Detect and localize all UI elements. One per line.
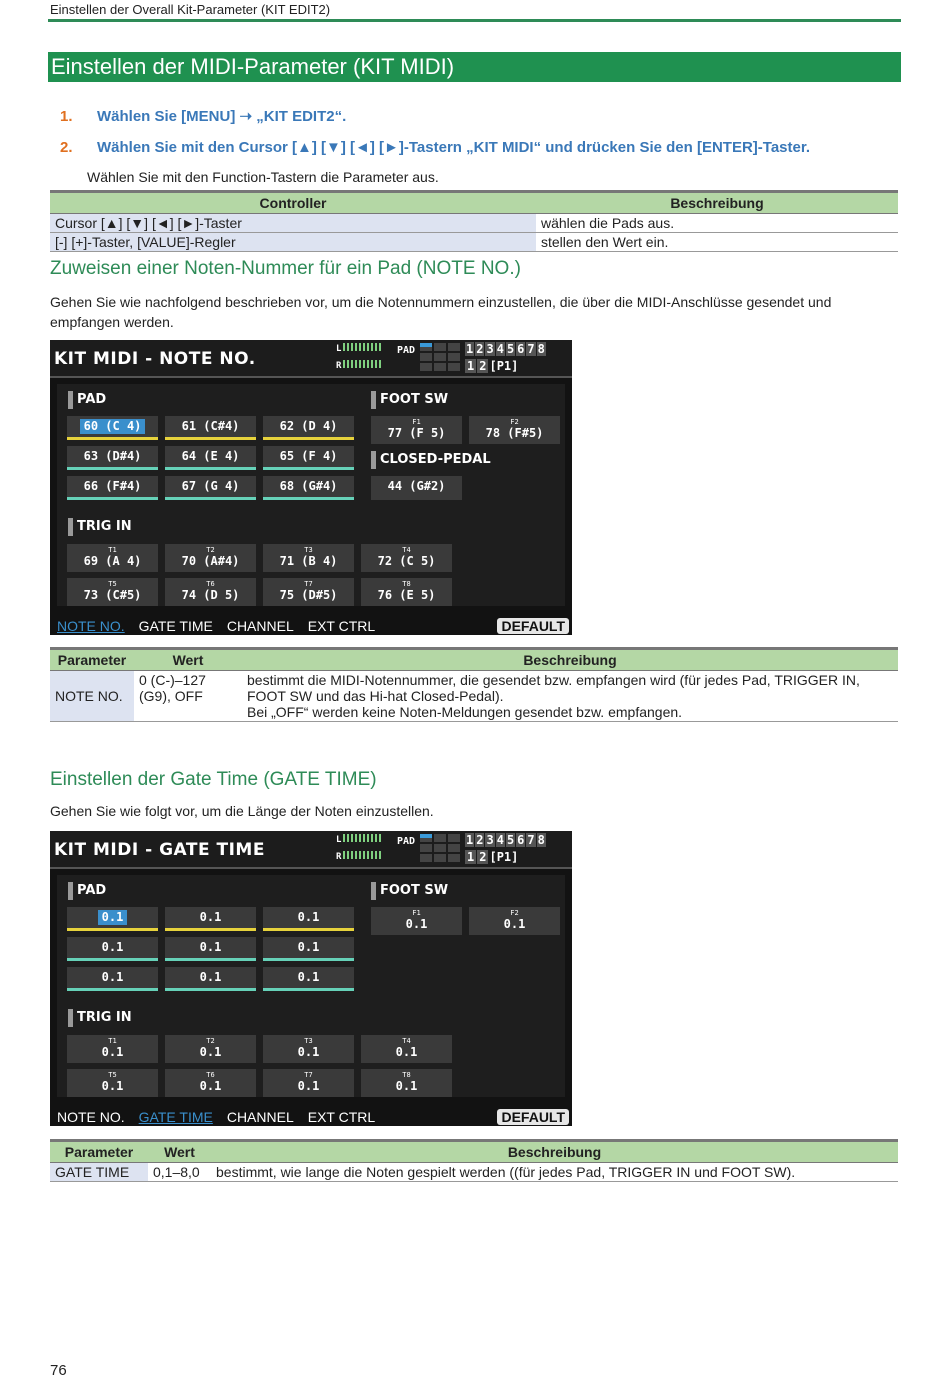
pad-value: 0.1 — [98, 910, 128, 925]
header-rule — [48, 19, 901, 22]
note-section-title: Zuweisen einer Noten-Nummer für ein Pad (NOTE NO.) — [50, 258, 521, 279]
cell-tag: T6 — [206, 580, 215, 588]
desc-line: Bei „OFF“ werden keine Noten-Meldungen gesendet bzw. empfangen. — [247, 704, 683, 720]
cell-tag: T6 — [206, 1071, 215, 1079]
pad-cell[interactable] — [165, 416, 256, 440]
cell-tag: T3 — [304, 1037, 313, 1045]
note-no-screen — [50, 340, 572, 635]
cell-value: 77 (F 5) — [387, 426, 446, 440]
cell-value: 0.1 — [395, 1079, 418, 1093]
function-tabs — [57, 618, 389, 634]
pad-value: 0.1 — [297, 910, 320, 924]
cell-tag: T7 — [304, 1071, 313, 1079]
cell-tag: T3 — [304, 546, 313, 554]
tab-ext-ctrl[interactable]: EXT CTRL — [307, 618, 376, 634]
table-cell: NOTE NO. — [50, 671, 134, 722]
table-row — [50, 233, 898, 252]
kit-num: 8 — [537, 342, 545, 356]
level-meter-r — [336, 360, 383, 371]
table-header: Beschreibung — [242, 649, 898, 671]
kit-num: 2 — [476, 342, 484, 356]
pad-cell[interactable] — [67, 907, 158, 931]
pad-indicator-label: PAD — [397, 345, 416, 356]
kit-number-row — [465, 342, 547, 356]
cell-tag: F1 — [412, 418, 421, 426]
cell-value: 0.1 — [101, 1045, 124, 1059]
pad-value: 65 (F 4) — [279, 449, 338, 463]
step-number: 1. — [60, 108, 73, 125]
kit-num: 6 — [517, 342, 525, 356]
pad-cell[interactable] — [67, 416, 158, 440]
value-line: 0 (C-)–127 — [139, 672, 206, 688]
cell-tag: T2 — [206, 546, 215, 554]
kit-num: 5 — [506, 342, 515, 356]
table-cell: stellen den Wert ein. — [536, 233, 898, 252]
meter-label: R — [336, 852, 342, 862]
closed-pedal-label: CLOSED-PEDAL — [380, 452, 491, 467]
foot-sw-label: FOOT SW — [380, 392, 449, 407]
meter-label: R — [336, 361, 342, 371]
pad-grid-icon — [420, 343, 460, 371]
kit-num: 3 — [486, 833, 494, 847]
pad-value: 0.1 — [199, 970, 222, 984]
cell-value: 71 (B 4) — [279, 554, 338, 568]
cell-tag: T4 — [402, 1037, 411, 1045]
pad-cell[interactable] — [67, 967, 158, 991]
table-header: Beschreibung — [211, 1141, 898, 1163]
gate-section-title: Einstellen der Gate Time (GATE TIME) — [50, 769, 377, 790]
tab-gate-time[interactable]: GATE TIME — [138, 618, 213, 634]
trig-in-label: TRIG IN — [77, 519, 132, 534]
pad-value: 0.1 — [199, 910, 222, 924]
trig-cell[interactable] — [67, 1035, 158, 1063]
pad-cell[interactable] — [263, 446, 354, 470]
cell-value: 0.1 — [297, 1045, 320, 1059]
note-param-table — [50, 647, 898, 722]
cell-value: 0.1 — [503, 917, 526, 931]
cell-tag: T8 — [402, 1071, 411, 1079]
table-cell: Cursor [▲] [▼] [◄] [►]-Taster — [50, 214, 536, 233]
value-line: (G9), OFF — [139, 688, 203, 704]
gate-param-table — [50, 1139, 898, 1182]
pad-cell[interactable] — [67, 446, 158, 470]
pad-value: 61 (C#4) — [181, 419, 240, 433]
pad-cell[interactable] — [165, 937, 256, 961]
step-number: 2. — [60, 139, 73, 156]
pad-value: 0.1 — [101, 970, 124, 984]
cell-tag: F2 — [510, 418, 519, 426]
function-note: Wählen Sie mit den Function-Tastern die Parameter aus. — [87, 169, 439, 185]
cell-value: 0.1 — [199, 1079, 222, 1093]
cell-tag: T1 — [108, 546, 117, 554]
kit-num: 1 — [466, 342, 474, 356]
cell-value: 74 (D 5) — [181, 588, 240, 602]
table-cell: GATE TIME — [50, 1163, 148, 1182]
cell-tag: T1 — [108, 1037, 117, 1045]
screen-title: KIT MIDI - NOTE NO. — [54, 349, 256, 369]
trig-cell[interactable] — [361, 1069, 452, 1097]
page-indicator — [465, 359, 518, 373]
pad-cell[interactable] — [263, 937, 354, 961]
trig-cell[interactable] — [361, 544, 452, 572]
kit-num: 7 — [527, 833, 535, 847]
table-header: Wert — [148, 1141, 211, 1163]
level-meter-l — [336, 343, 383, 354]
pad-value: 63 (D#4) — [83, 449, 142, 463]
trig-cell[interactable] — [165, 578, 256, 606]
cell-value: 0.1 — [395, 1045, 418, 1059]
pad-value: 62 (D 4) — [279, 419, 338, 433]
desc-line: bestimmt die MIDI-Notennummer, die gesendet bzw. empfangen wird (für jedes Pad, TRIGGER IN, — [247, 672, 860, 688]
cell-value: 69 (A 4) — [83, 554, 142, 568]
kit-num: 4 — [496, 833, 504, 847]
kit-num: 7 — [527, 342, 535, 356]
screen-title: KIT MIDI - GATE TIME — [54, 840, 265, 860]
level-meter-l — [336, 834, 383, 845]
foot-sw-cell[interactable] — [371, 416, 462, 444]
tab-note-no[interactable]: NOTE NO. — [57, 1109, 125, 1125]
gate-time-screen — [50, 831, 572, 1126]
table-row — [50, 671, 898, 722]
table-header: Wert — [134, 649, 242, 671]
trig-cell[interactable] — [361, 578, 452, 606]
table-header: Parameter — [50, 649, 134, 671]
trig-cell[interactable] — [67, 578, 158, 606]
default-button[interactable]: DEFAULT — [497, 1109, 569, 1125]
step-2 — [60, 139, 810, 156]
pad-cell[interactable] — [165, 476, 256, 500]
trig-cell[interactable] — [263, 1069, 354, 1097]
page-label: [P1] — [489, 850, 519, 864]
trig-cell[interactable] — [165, 1069, 256, 1097]
foot-sw-cell[interactable] — [469, 416, 560, 444]
cell-value: 44 (G#2) — [387, 479, 446, 493]
trig-cell[interactable] — [263, 1035, 354, 1063]
trig-cell[interactable] — [67, 1069, 158, 1097]
cell-value: 76 (E 5) — [377, 588, 436, 602]
cell-value: 0.1 — [405, 917, 428, 931]
tab-channel[interactable]: CHANNEL — [226, 618, 294, 634]
pad-cell[interactable] — [165, 967, 256, 991]
foot-sw-cell[interactable] — [371, 907, 462, 935]
kit-num: 5 — [506, 833, 515, 847]
cell-value: 0.1 — [199, 1045, 222, 1059]
trig-cell[interactable] — [263, 544, 354, 572]
table-header: Beschreibung — [536, 192, 898, 214]
pad-value: 66 (F#4) — [83, 479, 142, 493]
cell-value: 0.1 — [101, 1079, 124, 1093]
kit-num: 1 — [466, 833, 474, 847]
step-text: Wählen Sie mit den Cursor [▲] [▼] [◄] [►]-Tastern „KIT MIDI“ und drücken Sie den [ENTER]-Taster. — [97, 139, 811, 156]
tab-note-no[interactable]: NOTE NO. — [57, 618, 125, 634]
kit-num: 8 — [537, 833, 545, 847]
default-button[interactable]: DEFAULT — [497, 618, 569, 634]
trig-cell[interactable] — [165, 1035, 256, 1063]
trig-cell[interactable] — [67, 544, 158, 572]
pad-cell[interactable] — [263, 907, 354, 931]
note-section-intro: Gehen Sie wie nachfolgend beschrieben vor, um die Notennummern einzustellen, die über die MIDI-Anschlüsse gesendet und empfangen werden. — [50, 294, 832, 330]
meter-label: L — [336, 344, 342, 354]
running-head: Einstellen der Overall Kit-Parameter (KIT EDIT2) — [50, 2, 331, 17]
pad-group-label: PAD — [77, 392, 107, 407]
kit-num: 4 — [496, 342, 504, 356]
page-num: 2 — [479, 850, 487, 864]
trig-cell[interactable] — [263, 578, 354, 606]
pad-cell[interactable] — [67, 476, 158, 500]
pad-cell[interactable] — [165, 907, 256, 931]
cell-tag: T5 — [108, 1071, 117, 1079]
cell-tag: T8 — [402, 580, 411, 588]
cell-value: 72 (C 5) — [377, 554, 436, 568]
pad-cell[interactable] — [165, 446, 256, 470]
foot-sw-cell[interactable] — [469, 907, 560, 935]
cell-tag: T2 — [206, 1037, 215, 1045]
kit-number-row — [465, 833, 547, 847]
closed-pedal-cell[interactable] — [371, 476, 462, 500]
pad-value: 68 (G#4) — [279, 479, 338, 493]
cell-value: 78 (F#5) — [485, 426, 544, 440]
pad-value: 0.1 — [199, 940, 222, 954]
table-header: Parameter — [50, 1141, 148, 1163]
pad-cell[interactable] — [263, 476, 354, 500]
pad-value: 64 (E 4) — [181, 449, 240, 463]
meter-label: L — [336, 835, 342, 845]
trig-cell[interactable] — [165, 544, 256, 572]
cell-value: 73 (C#5) — [83, 588, 142, 602]
pad-cell[interactable] — [263, 416, 354, 440]
page-label: [P1] — [489, 359, 519, 373]
section-title: Einstellen der MIDI-Parameter (KIT MIDI) — [48, 52, 901, 82]
pad-value: 67 (G 4) — [181, 479, 240, 493]
cell-tag: T7 — [304, 580, 313, 588]
cell-tag: T4 — [402, 546, 411, 554]
tab-channel[interactable]: CHANNEL — [226, 1109, 294, 1125]
table-cell — [242, 671, 898, 722]
step-1 — [60, 107, 346, 125]
cell-tag: F1 — [412, 909, 421, 917]
page-num: 2 — [479, 359, 487, 373]
gate-section-intro: Gehen Sie wie folgt vor, um die Länge der Noten einzustellen. — [50, 803, 434, 819]
controller-table — [50, 190, 898, 252]
table-cell: bestimmt, wie lange die Noten gespielt werden ((für jedes Pad, TRIGGER IN und FOOT SW). — [211, 1163, 898, 1182]
table-cell — [134, 671, 242, 722]
tab-ext-ctrl[interactable]: EXT CTRL — [307, 1109, 376, 1125]
table-cell: 0,1–8,0 — [148, 1163, 211, 1182]
kit-num: 2 — [476, 833, 484, 847]
desc-line: FOOT SW und das Hi-hat Closed-Pedal). — [247, 688, 504, 704]
cell-tag: T5 — [108, 580, 117, 588]
pad-indicator-label: PAD — [397, 836, 416, 847]
cell-tag: F2 — [510, 909, 519, 917]
page-num: 1 — [467, 359, 475, 373]
pad-value: 0.1 — [297, 970, 320, 984]
level-meter-r — [336, 851, 383, 862]
pad-grid-icon — [420, 834, 460, 862]
trig-cell[interactable] — [361, 1035, 452, 1063]
trig-in-label: TRIG IN — [77, 1010, 132, 1025]
tab-gate-time[interactable]: GATE TIME — [138, 1109, 213, 1125]
pad-value: 0.1 — [101, 940, 124, 954]
pad-value: 60 (C 4) — [80, 419, 146, 434]
foot-sw-label: FOOT SW — [380, 883, 449, 898]
pad-cell[interactable] — [263, 967, 354, 991]
cell-value: 0.1 — [297, 1079, 320, 1093]
page-indicator — [465, 850, 518, 864]
table-cell: wählen die Pads aus. — [536, 214, 898, 233]
pad-cell[interactable] — [67, 937, 158, 961]
function-tabs — [57, 1109, 389, 1125]
table-row — [50, 1163, 898, 1182]
pad-group-label: PAD — [77, 883, 107, 898]
table-header: Controller — [50, 192, 536, 214]
pad-value: 0.1 — [297, 940, 320, 954]
kit-num: 6 — [517, 833, 525, 847]
cell-value: 75 (D#5) — [279, 588, 338, 602]
cell-value: 70 (A#4) — [181, 554, 240, 568]
step-text: Wählen Sie [MENU] ➝ „KIT EDIT2“. — [97, 108, 347, 125]
page-number: 76 — [50, 1362, 67, 1379]
page-num: 1 — [467, 850, 475, 864]
table-row — [50, 214, 898, 233]
kit-num: 3 — [486, 342, 494, 356]
table-cell: [-] [+]-Taster, [VALUE]-Regler — [50, 233, 536, 252]
